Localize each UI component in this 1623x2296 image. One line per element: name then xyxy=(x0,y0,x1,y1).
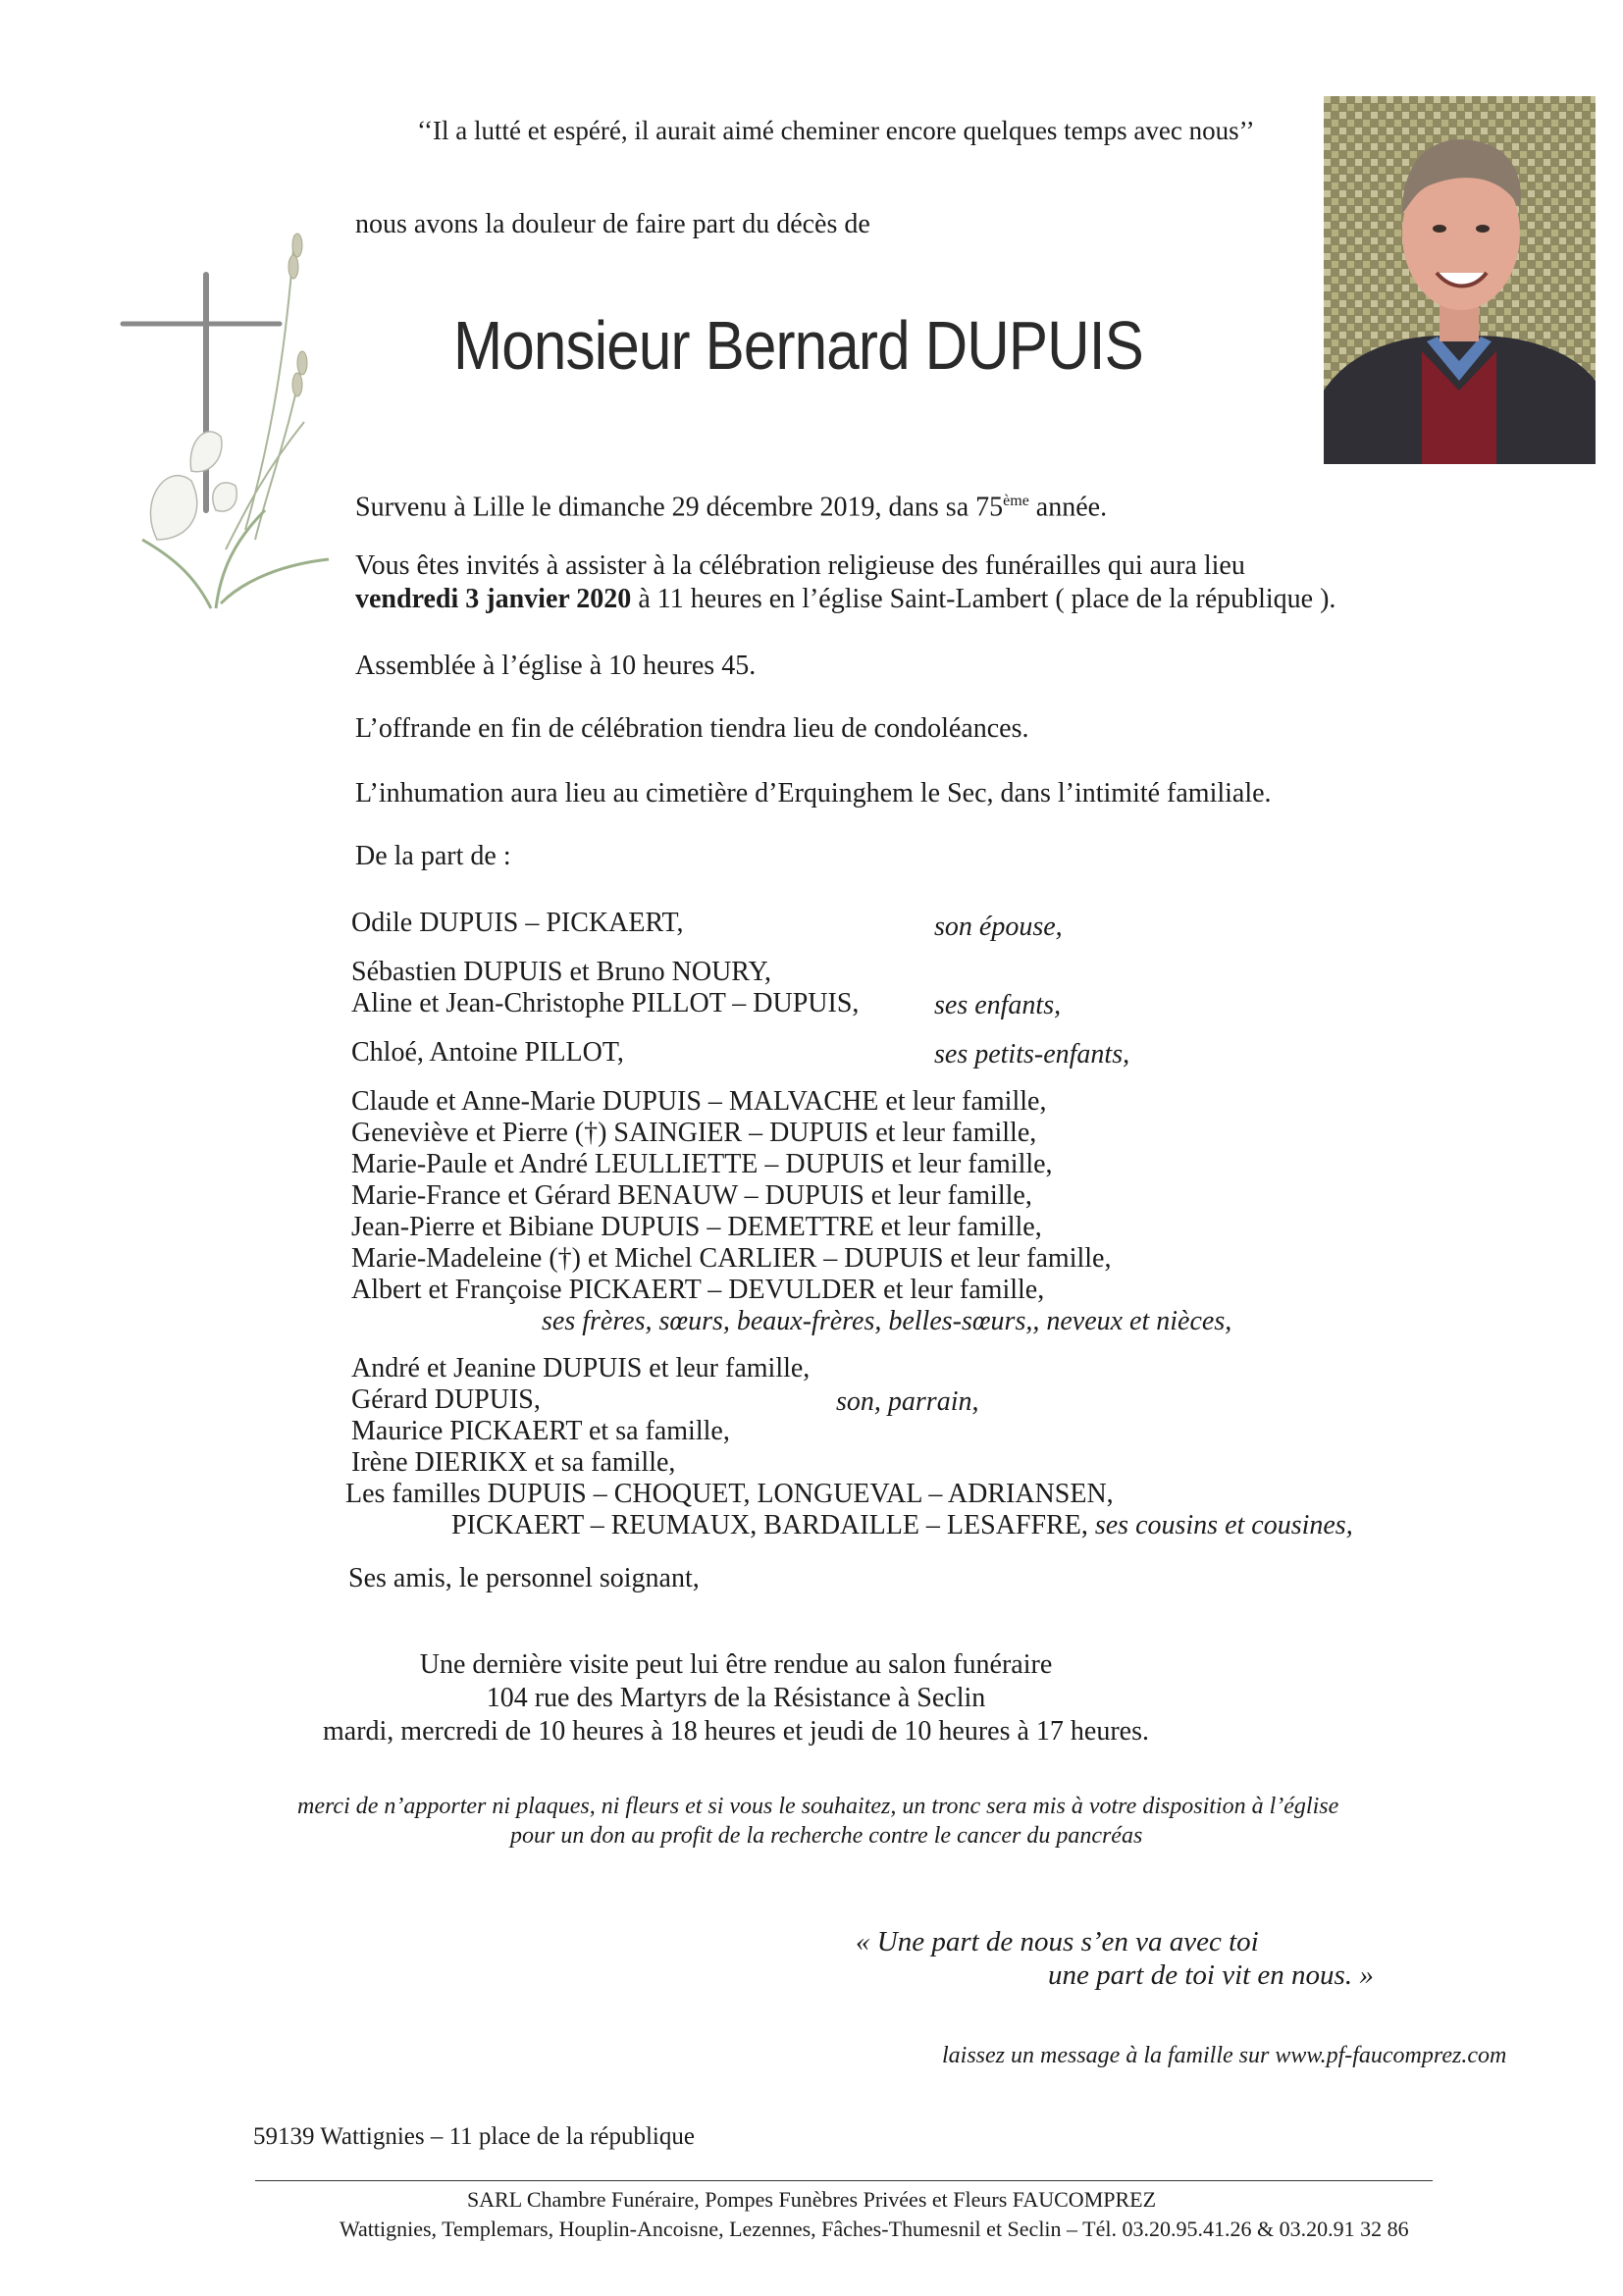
footer-divider xyxy=(255,2180,1433,2181)
children-line-1: Sébastien DUPUIS et Bruno NOURY, xyxy=(351,957,772,987)
sibling-line: Claude et Anne-Marie DUPUIS – MALVACHE et leur famille, xyxy=(351,1086,1047,1117)
footer-company: SARL Chambre Funéraire, Pompes Funèbres Privées et Fleurs FAUCOMPREZ xyxy=(466,2187,1157,2212)
death-notice-line xyxy=(355,485,1107,524)
godfather-relation: son, parrain, xyxy=(836,1386,979,1417)
invitation-line-2 xyxy=(355,583,1335,616)
friends-line: Ses amis, le personnel soignant, xyxy=(348,1563,700,1593)
from-label: De la part de : xyxy=(355,841,511,871)
sibling-line: Jean-Pierre et Bibiane DUPUIS – DEMETTRE et leur famille, xyxy=(351,1212,1042,1242)
spouse-relation: son épouse, xyxy=(934,912,1063,942)
sibling-line: Marie-France et Gérard BENAUW – DUPUIS et leur famille, xyxy=(351,1180,1032,1211)
assembly-time: Assemblée à l’église à 10 heures 45. xyxy=(355,651,757,681)
ordinal-suffix: ème xyxy=(1003,493,1029,509)
cousin-line-1: André et Jeanine DUPUIS et leur famille, xyxy=(351,1353,811,1383)
cousins-relation: ses cousins et cousines, xyxy=(1094,1510,1353,1540)
visit-line-1: Une dernière visite peut lui être rendue au salon funéraire xyxy=(419,1649,1053,1680)
website-message: laissez un message à la famille sur www.pf-faucomprez.com xyxy=(942,2043,1507,2068)
death-notice-end: année. xyxy=(1028,492,1108,523)
grandchildren-relation: ses petits-enfants, xyxy=(934,1039,1130,1070)
funeral-date: vendredi 3 janvier 2020 xyxy=(355,584,632,614)
invitation-line-1: Vous êtes invités à assister à la célébration religieuse des funérailles qui aura lieu xyxy=(355,550,1245,581)
cousin-line-3: Maurice PICKAERT et sa famille, xyxy=(351,1416,730,1446)
deceased-name: Monsieur Bernard DUPUIS xyxy=(453,307,1143,384)
spouse-name: Odile DUPUIS – PICKAERT, xyxy=(351,908,684,938)
cousin-families: PICKAERT – REUMAUX, BARDAILLE – LESAFFRE, xyxy=(451,1510,1088,1540)
children-relation: ses enfants, xyxy=(934,990,1062,1020)
portrait-photo xyxy=(1324,96,1596,464)
closing-quote-1: « Une part de nous s’en va avec toi xyxy=(856,1926,1259,1957)
donation-note-1: merci de n’apporter ni plaques, ni fleurs et si vous le souhaitez, un tronc sera mis à votre disposition à l’église xyxy=(297,1794,1339,1819)
epigraph-quote: ‘‘Il a lutté et espéré, il aurait aimé cheminer encore quelques temps avec nous’’ xyxy=(417,116,1255,145)
cousin-line-4: Irène DIERIKX et sa famille, xyxy=(351,1447,676,1478)
death-notice-text: Survenu à Lille le dimanche 29 décembre 2019, dans sa 75 xyxy=(355,492,1004,523)
sibling-line: Albert et Françoise PICKAERT – DEVULDER et leur famille, xyxy=(351,1275,1045,1305)
cousin-line-2: Gérard DUPUIS, xyxy=(351,1384,541,1415)
sibling-line: Geneviève et Pierre (†) SAINGIER – DUPUIS et leur famille, xyxy=(351,1118,1037,1148)
announcement-intro: nous avons la douleur de faire part du décès de xyxy=(355,209,870,239)
siblings-relation: ses frères, sœurs, beaux-frères, belles-sœurs,, neveux et nièces, xyxy=(542,1306,1232,1336)
portrait-image xyxy=(1324,96,1596,464)
funeral-place: à 11 heures en l’église Saint-Lambert ( place de la république ). xyxy=(631,584,1336,614)
cousin-line-5: Les familles DUPUIS – CHOQUET, LONGUEVAL – ADRIANSEN, xyxy=(345,1479,1114,1509)
closing-quote-2: une part de toi vit en nous. » xyxy=(1048,1959,1374,1991)
burial-note: L’inhumation aura lieu au cimetière d’Erquinghem le Sec, dans l’intimité familiale. xyxy=(355,778,1272,809)
sibling-line: Marie-Madeleine (†) et Michel CARLIER – DUPUIS et leur famille, xyxy=(351,1243,1112,1274)
children-line-2: Aline et Jean-Christophe PILLOT – DUPUIS, xyxy=(351,988,860,1018)
grandchildren-names: Chloé, Antoine PILLOT, xyxy=(351,1037,624,1068)
donation-note-2: pour un don au profit de la recherche contre le cancer du pancréas xyxy=(510,1823,1143,1849)
offering-note: L’offrande en fin de célébration tiendra lieu de condoléances. xyxy=(355,713,1029,744)
visit-hours: mardi, mercredi de 10 heures à 18 heures et jeudi de 10 heures à 17 heures. xyxy=(322,1716,1149,1747)
funeral-home-address: 59139 Wattignies – 11 place de la république xyxy=(253,2123,695,2150)
visit-line-2: 104 rue des Martyrs de la Résistance à Seclin xyxy=(486,1683,986,1713)
footer-locations-phone: Wattignies, Templemars, Houplin-Ancoisne, Lezennes, Fâches-Thumesnil et Seclin – Tél. 03.20.95.41.26 & 03.20.91 32 86 xyxy=(340,2217,1409,2241)
cousin-line-6 xyxy=(451,1509,1353,1542)
sibling-line: Marie-Paule et André LEULLIETTE – DUPUIS et leur famille, xyxy=(351,1149,1053,1179)
cross-lily-wheat-icon xyxy=(98,216,343,628)
